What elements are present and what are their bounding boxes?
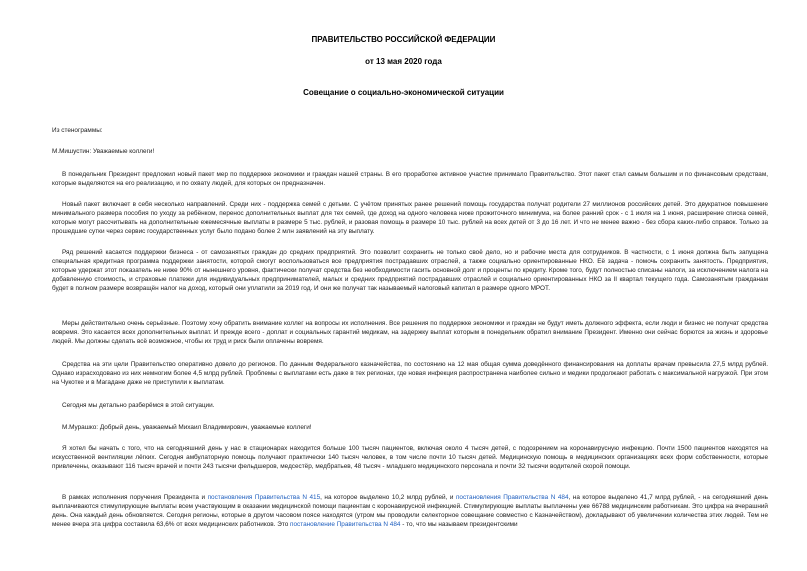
paragraph-president-orders bbox=[52, 494, 768, 530]
paragraph-intro: Из стенограммы: bbox=[52, 127, 103, 134]
link-decree-484-second[interactable]: постановление Правительства N 484 bbox=[290, 520, 401, 528]
paragraph-business-support: Ряд решений касается поддержки бизнеса - от самозанятых граждан до средних предприятий. Это позволит сохранить не только своё дело, но и рабочие места для сотрудников. В частности, с 1 июня должна быть запущена специальная кредитная программа поддержки занятости, которой смогут воспользоваться все предприятия пострадавших отраслей, а также социально ориентированные НКО. Её задача - помочь сохранить занятость. Предприятия, которые удержат этот показатель не ниже 90% от нынешнего уровня, фактически получат средства без необходимости гасить основной долг и проценты по кредиту. Кроме того, будут полностью списаны налоги, за исключением налога на добавленную стоимость, и страховые платежи для индивидуальных предпринимателей, малых и средних предприятий пострадавших отраслей и социально ориентированных НКО за II квартал текущего года. Самозанятым гражданам будет в полном размере возвращён налог на доход, который они уплатили за 2019 год. И они же получат так называемый налоговый капитал в размере одного МРОТ. bbox=[52, 249, 768, 292]
text-fragment: , на которое выделено 41,7 млрд рублей, - на сегодняшний день выплачиваются стимулирующие выплаты всем участвующим в оказании медицинской помощи пациентам с коронавирусной инфекцией. Стимулирующие выплаты выплачены уже 66788 медицинским работникам. Это цифра на вчерашний день. Она каждый день обновляется. Сегодня регионы, которые в другом часовом поясе находятся (утром мы проводили селекторное совещание совместно с Казначейством), докладывают об увеличении количества этих людей. Тем не менее вчера эта цифра составила 63,6% от всех медицинских работников. Это bbox=[52, 494, 769, 528]
document-org: ПРАВИТЕЛЬСТВО РОССИЙСКОЙ ФЕДЕРАЦИИ bbox=[311, 35, 496, 44]
paragraph-regional-funding: Средства на эти цели Правительство оперативно довело до регионов. По данным Федерального казначейства, по состоянию на 12 мая общая сумма доведённого финансирования на доплаты врачам превысила 27,5 млрд рублей. Однако израсходовано из них немногим более 4,5 млрд рублей. Проблемы с выплатами есть даже в тех регионах, где новая инфекция распространена наиболее сильно и медики продолжают работать с максимальной нагрузкой. При этом на Чукотке и в Магадане даже не приступили к выплатам. bbox=[52, 361, 768, 386]
document-date: от 13 мая 2020 года bbox=[365, 57, 442, 66]
link-decree-484[interactable]: постановления Правительства N 484 bbox=[455, 494, 569, 501]
paragraph-agenda: Сегодня мы детально разберёмся в этой ситуации. bbox=[62, 402, 215, 409]
text-fragment: В рамках исполнения поручения Президента и bbox=[62, 494, 208, 501]
paragraph-payments-execution: Меры действительно очень серьёзные. Поэтому хочу обратить внимание коллег на вопросы их исполнения. Все решения по поддержке экономики и граждан не будут иметь должного эффекта, если люди и бизнес не получат средства вовремя. Это касается всех дополнительных выплат. И прежде всего - доплат и социальных гарантий медикам, на задержку выплат которым в понедельник обратил внимание Президент. Именно они сейчас борются за жизнь и здоровье людей. Мы должны сделать всё возможное, чтобы их труд и риск были оплачены вовремя. bbox=[52, 320, 768, 345]
document-title: Совещание о социально-экономической ситуации bbox=[303, 88, 504, 97]
paragraph-hospital-stats: Я хотел бы начать с того, что на сегодняшний день у нас в стационарах находится больше 100 тысяч пациентов, включая около 4 тысяч детей, с подозрением на коронавирусную инфекцию. Почти 1500 пациентов находятся на искусственной вентиляции лёгких. Сегодня амбулаторную помощь получают практически 140 тысяч человек, в том числе почти 10 тысяч детей. Медицинскую помощь в медицинских организациях всех форм собственности, которые привлечены, оказывают 116 тысяч врачей и почти 243 тысячи фельдшеров, медсестёр, медбратьев, 48 тысяч - младшего медицинского персонала и почти 32 тысячи водителей скорой помощи. bbox=[52, 445, 768, 470]
paragraph-package-overview: В понедельник Президент предложил новый пакет мер по поддержке экономики и граждан нашей страны. В его проработке активное участие принимало Правительство. Этот пакет стал самым большим и по финансовым средствам, которые выделяются на его реализацию, и по охвату людей, для которых он предназначен. bbox=[52, 171, 768, 187]
link-decree-415[interactable]: постановления Правительства N 415 bbox=[207, 494, 321, 501]
paragraph-speaker-mishustin: М.Мишустин: Уважаемые коллеги! bbox=[52, 148, 155, 155]
text-fragment: , на которое выделено 10,2 млрд рублей, и bbox=[320, 494, 456, 501]
paragraph-speaker-murashko: М.Мурашко: Добрый день, уважаемый Михаил Владимирович, уважаемые коллеги! bbox=[62, 424, 312, 431]
text-fragment: - то, что мы называем президентскими bbox=[400, 520, 518, 528]
paragraph-families-support: Новый пакет включает в себя несколько направлений. Среди них - поддержка семей с детьми. С учётом принятых ранее решений помощь государства получат родители 27 миллионов российских детей. Это двукратное повышение минимального размера пособия по уходу за ребёнком, перенос дополнительных выплат для тех семей, где доход на одного человека ниже прожиточного минимума, на более ранний срок - с 1 июля на 1 июня, расширение списка семей, которые могут рассчитывать на дополнительные ежемесячные выплаты в размере 5 тыс. рублей, и разовая помощь в размере 10 тыс. рублей на всех детей от 3 до 16 лет. И что не менее важно - без сбора каких-либо справок. Только за прошедшие сутки через сервис государственных услуг было подано более 2 млн заявлений на эту выплату. bbox=[52, 201, 768, 235]
